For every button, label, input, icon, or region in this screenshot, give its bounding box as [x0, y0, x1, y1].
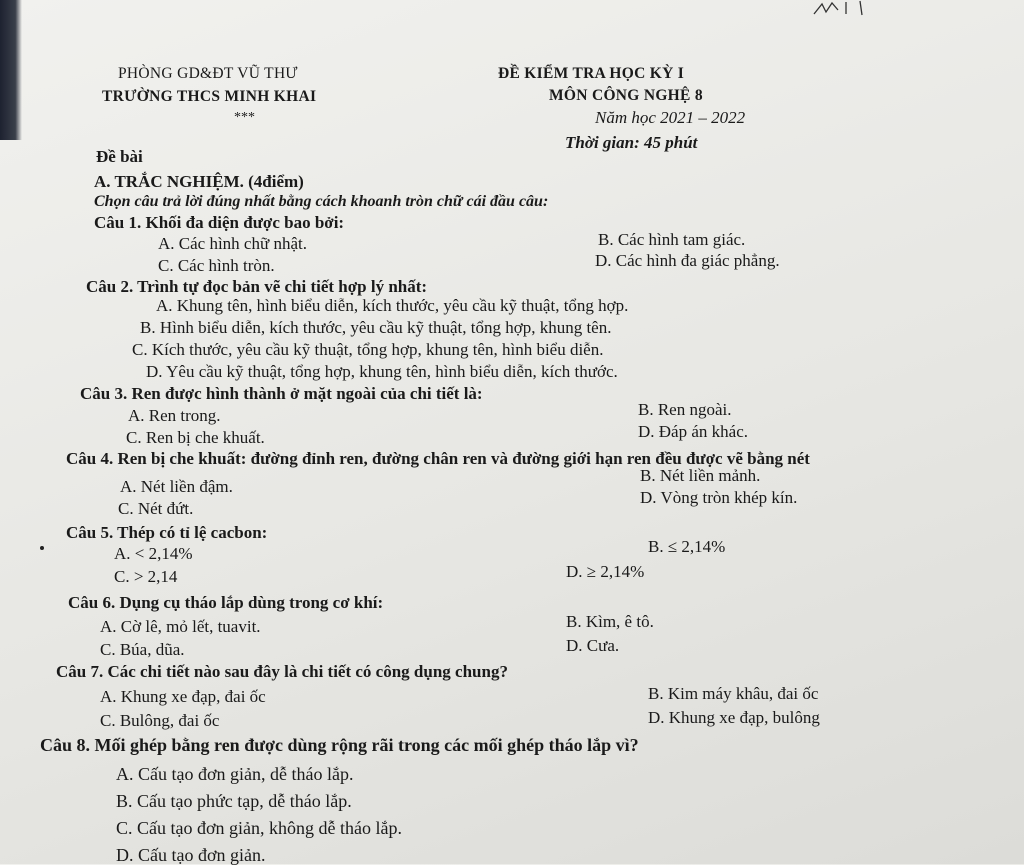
question-2: Câu 2. Trình tự đọc bản vẽ chi tiết hợp lý nhất: [86, 277, 428, 296]
q1-option-d: D. Các hình đa giác phẳng. [595, 251, 780, 270]
instruction: Chọn câu trả lời đúng nhất bằng cách khoanh tròn chữ cái đầu câu: [94, 193, 549, 210]
q2-option-c: C. Kích thước, yêu cầu kỹ thuật, tổng hợp, khung tên, hình biểu diễn. [132, 340, 604, 359]
q7-option-a: A. Khung xe đạp, đai ốc [100, 687, 266, 706]
q1-option-a: A. Các hình chữ nhật. [158, 234, 307, 253]
q7-option-c: C. Bulông, đai ốc [100, 711, 220, 730]
header-stars: *** [234, 110, 255, 125]
q2-option-b: B. Hình biểu diễn, kích thước, yêu cầu kỹ thuật, tổng hợp, khung tên. [140, 318, 612, 337]
q8-option-c: C. Cấu tạo đơn giản, không dễ tháo lắp. [116, 818, 402, 838]
ink-dot [40, 546, 44, 550]
q7-option-b: B. Kim máy khâu, đai ốc [648, 684, 819, 703]
photo-background-edge [0, 0, 22, 140]
school-year: Năm học 2021 – 2022 [595, 108, 746, 127]
question-6: Câu 6. Dụng cụ tháo lắp dùng trong cơ khí: [68, 593, 384, 612]
q4-option-a: A. Nét liền đậm. [120, 477, 233, 496]
q4-option-c: C. Nét đứt. [118, 499, 194, 518]
question-4: Câu 4. Ren bị che khuất: đường đỉnh ren, đường chân ren và đường giới hạn ren đều được vẽ bằng nét [66, 449, 810, 468]
exam-duration: Thời gian: 45 phút [565, 133, 698, 152]
q6-option-c: C. Búa, dũa. [100, 640, 185, 659]
exam-heading: Đề bài [96, 147, 143, 166]
question-3: Câu 3. Ren được hình thành ở mặt ngoài của chi tiết là: [80, 384, 483, 403]
subject-title: MÔN CÔNG NGHỆ 8 [549, 87, 703, 104]
section-a-title: A. TRẮC NGHIỆM. (4điểm) [94, 172, 304, 191]
q6-option-a: A. Cờ lê, mỏ lết, tuavit. [100, 617, 261, 636]
school-name: TRƯỜNG THCS MINH KHAI [102, 88, 317, 105]
question-1: Câu 1. Khối đa diện được bao bởi: [94, 213, 345, 232]
pen-mark [812, 0, 872, 16]
q5-option-d: D. ≥ 2,14% [566, 562, 645, 581]
question-8: Câu 8. Mối ghép bằng ren được dùng rộng rãi trong các mối ghép tháo lắp vì? [40, 735, 639, 755]
q1-option-c: C. Các hình tròn. [158, 256, 275, 275]
q4-option-d: D. Vòng tròn khép kín. [640, 488, 798, 507]
q1-option-b: B. Các hình tam giác. [598, 230, 746, 249]
q7-option-d: D. Khung xe đạp, bulông [648, 708, 820, 727]
question-5: Câu 5. Thép có tỉ lệ cacbon: [66, 523, 268, 542]
department-name: PHÒNG GD&ĐT VŨ THƯ [118, 65, 298, 82]
q8-option-b: B. Cấu tạo phức tạp, dễ tháo lắp. [116, 791, 352, 811]
q5-option-a: A. < 2,14% [114, 544, 193, 563]
q2-option-a: A. Khung tên, hình biểu diễn, kích thước, yêu cầu kỹ thuật, tổng hợp. [156, 296, 629, 315]
q6-option-d: D. Cưa. [566, 636, 620, 655]
q3-option-b: B. Ren ngoài. [638, 400, 732, 419]
q3-option-c: C. Ren bị che khuất. [126, 428, 265, 447]
q3-option-a: A. Ren trong. [128, 406, 221, 425]
q8-option-d: D. Cấu tạo đơn giản. [116, 845, 266, 865]
q5-option-c: C. > 2,14 [114, 567, 178, 586]
q6-option-b: B. Kìm, ê tô. [566, 612, 654, 631]
q2-option-d: D. Yêu cầu kỹ thuật, tổng hợp, khung tên, hình biểu diễn, kích thước. [146, 362, 618, 381]
q4-option-b: B. Nét liền mảnh. [640, 466, 761, 485]
q5-option-b: B. ≤ 2,14% [648, 537, 726, 556]
question-7: Câu 7. Các chi tiết nào sau đây là chi tiết có công dụng chung? [56, 662, 508, 681]
exam-title: ĐỀ KIỂM TRA HỌC KỲ I [498, 65, 685, 82]
q3-option-d: D. Đáp án khác. [638, 422, 748, 441]
q8-option-a: A. Cấu tạo đơn giản, dễ tháo lắp. [116, 764, 354, 784]
